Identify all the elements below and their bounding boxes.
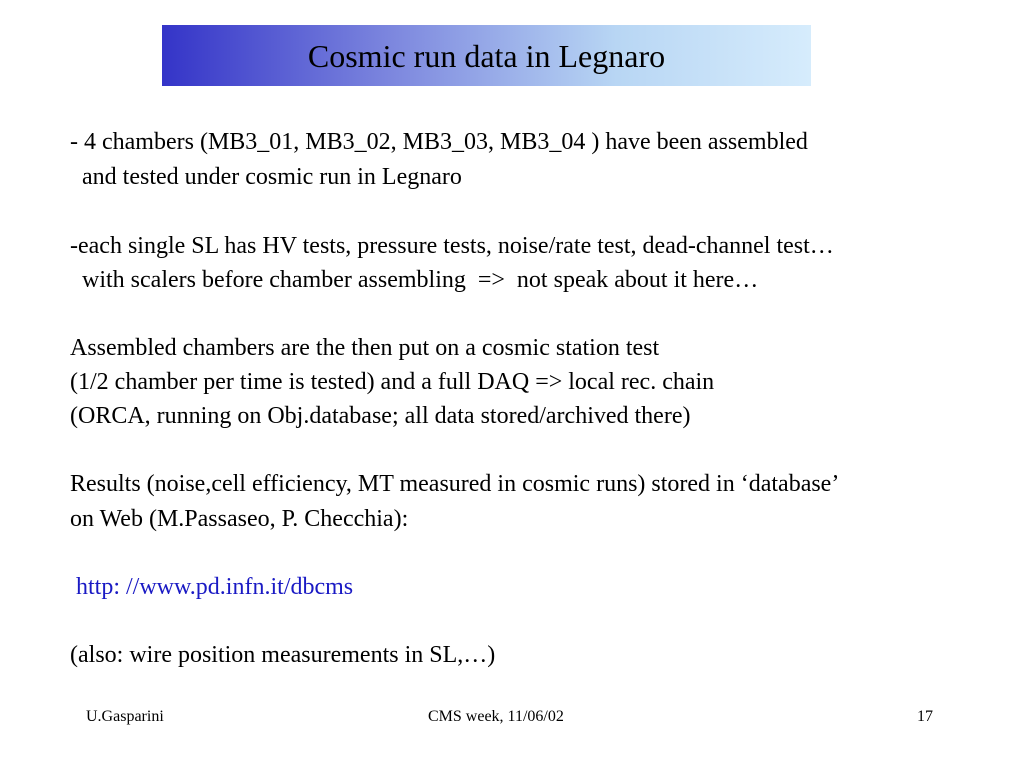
page-number: 17 — [917, 708, 933, 725]
footer-author: U.Gasparini — [86, 708, 164, 725]
body-line: (ORCA, running on Obj.database; all data stored/archived there) — [70, 403, 691, 429]
body-line: (also: wire position measurements in SL,…) — [70, 642, 496, 668]
body-line: on Web (M.Passaseo, P. Checchia): — [70, 506, 409, 532]
footer-event: CMS week, 11/06/02 — [428, 708, 564, 725]
title-bar — [162, 25, 811, 86]
body-line: and tested under cosmic run in Legnaro — [70, 164, 462, 190]
body-line: Assembled chambers are the then put on a cosmic station test — [70, 335, 660, 361]
slide-title: Cosmic run data in Legnaro — [307, 38, 666, 74]
body-line: with scalers before chamber assembling => not speak about it here… — [70, 267, 759, 293]
body-line: (1/2 chamber per time is tested) and a full DAQ => local rec. chain — [70, 369, 715, 395]
body-line: Results (noise,cell efficiency, MT measured in cosmic runs) stored in ‘database’ — [70, 471, 840, 497]
dbcms-link[interactable]: http: //www.pd.infn.it/dbcms — [70, 574, 354, 600]
body-line: -each single SL has HV tests, pressure tests, noise/rate test, dead-channel test… — [70, 233, 834, 259]
body-line: - 4 chambers (MB3_01, MB3_02, MB3_03, MB3_04 ) have been assembled — [70, 129, 808, 155]
